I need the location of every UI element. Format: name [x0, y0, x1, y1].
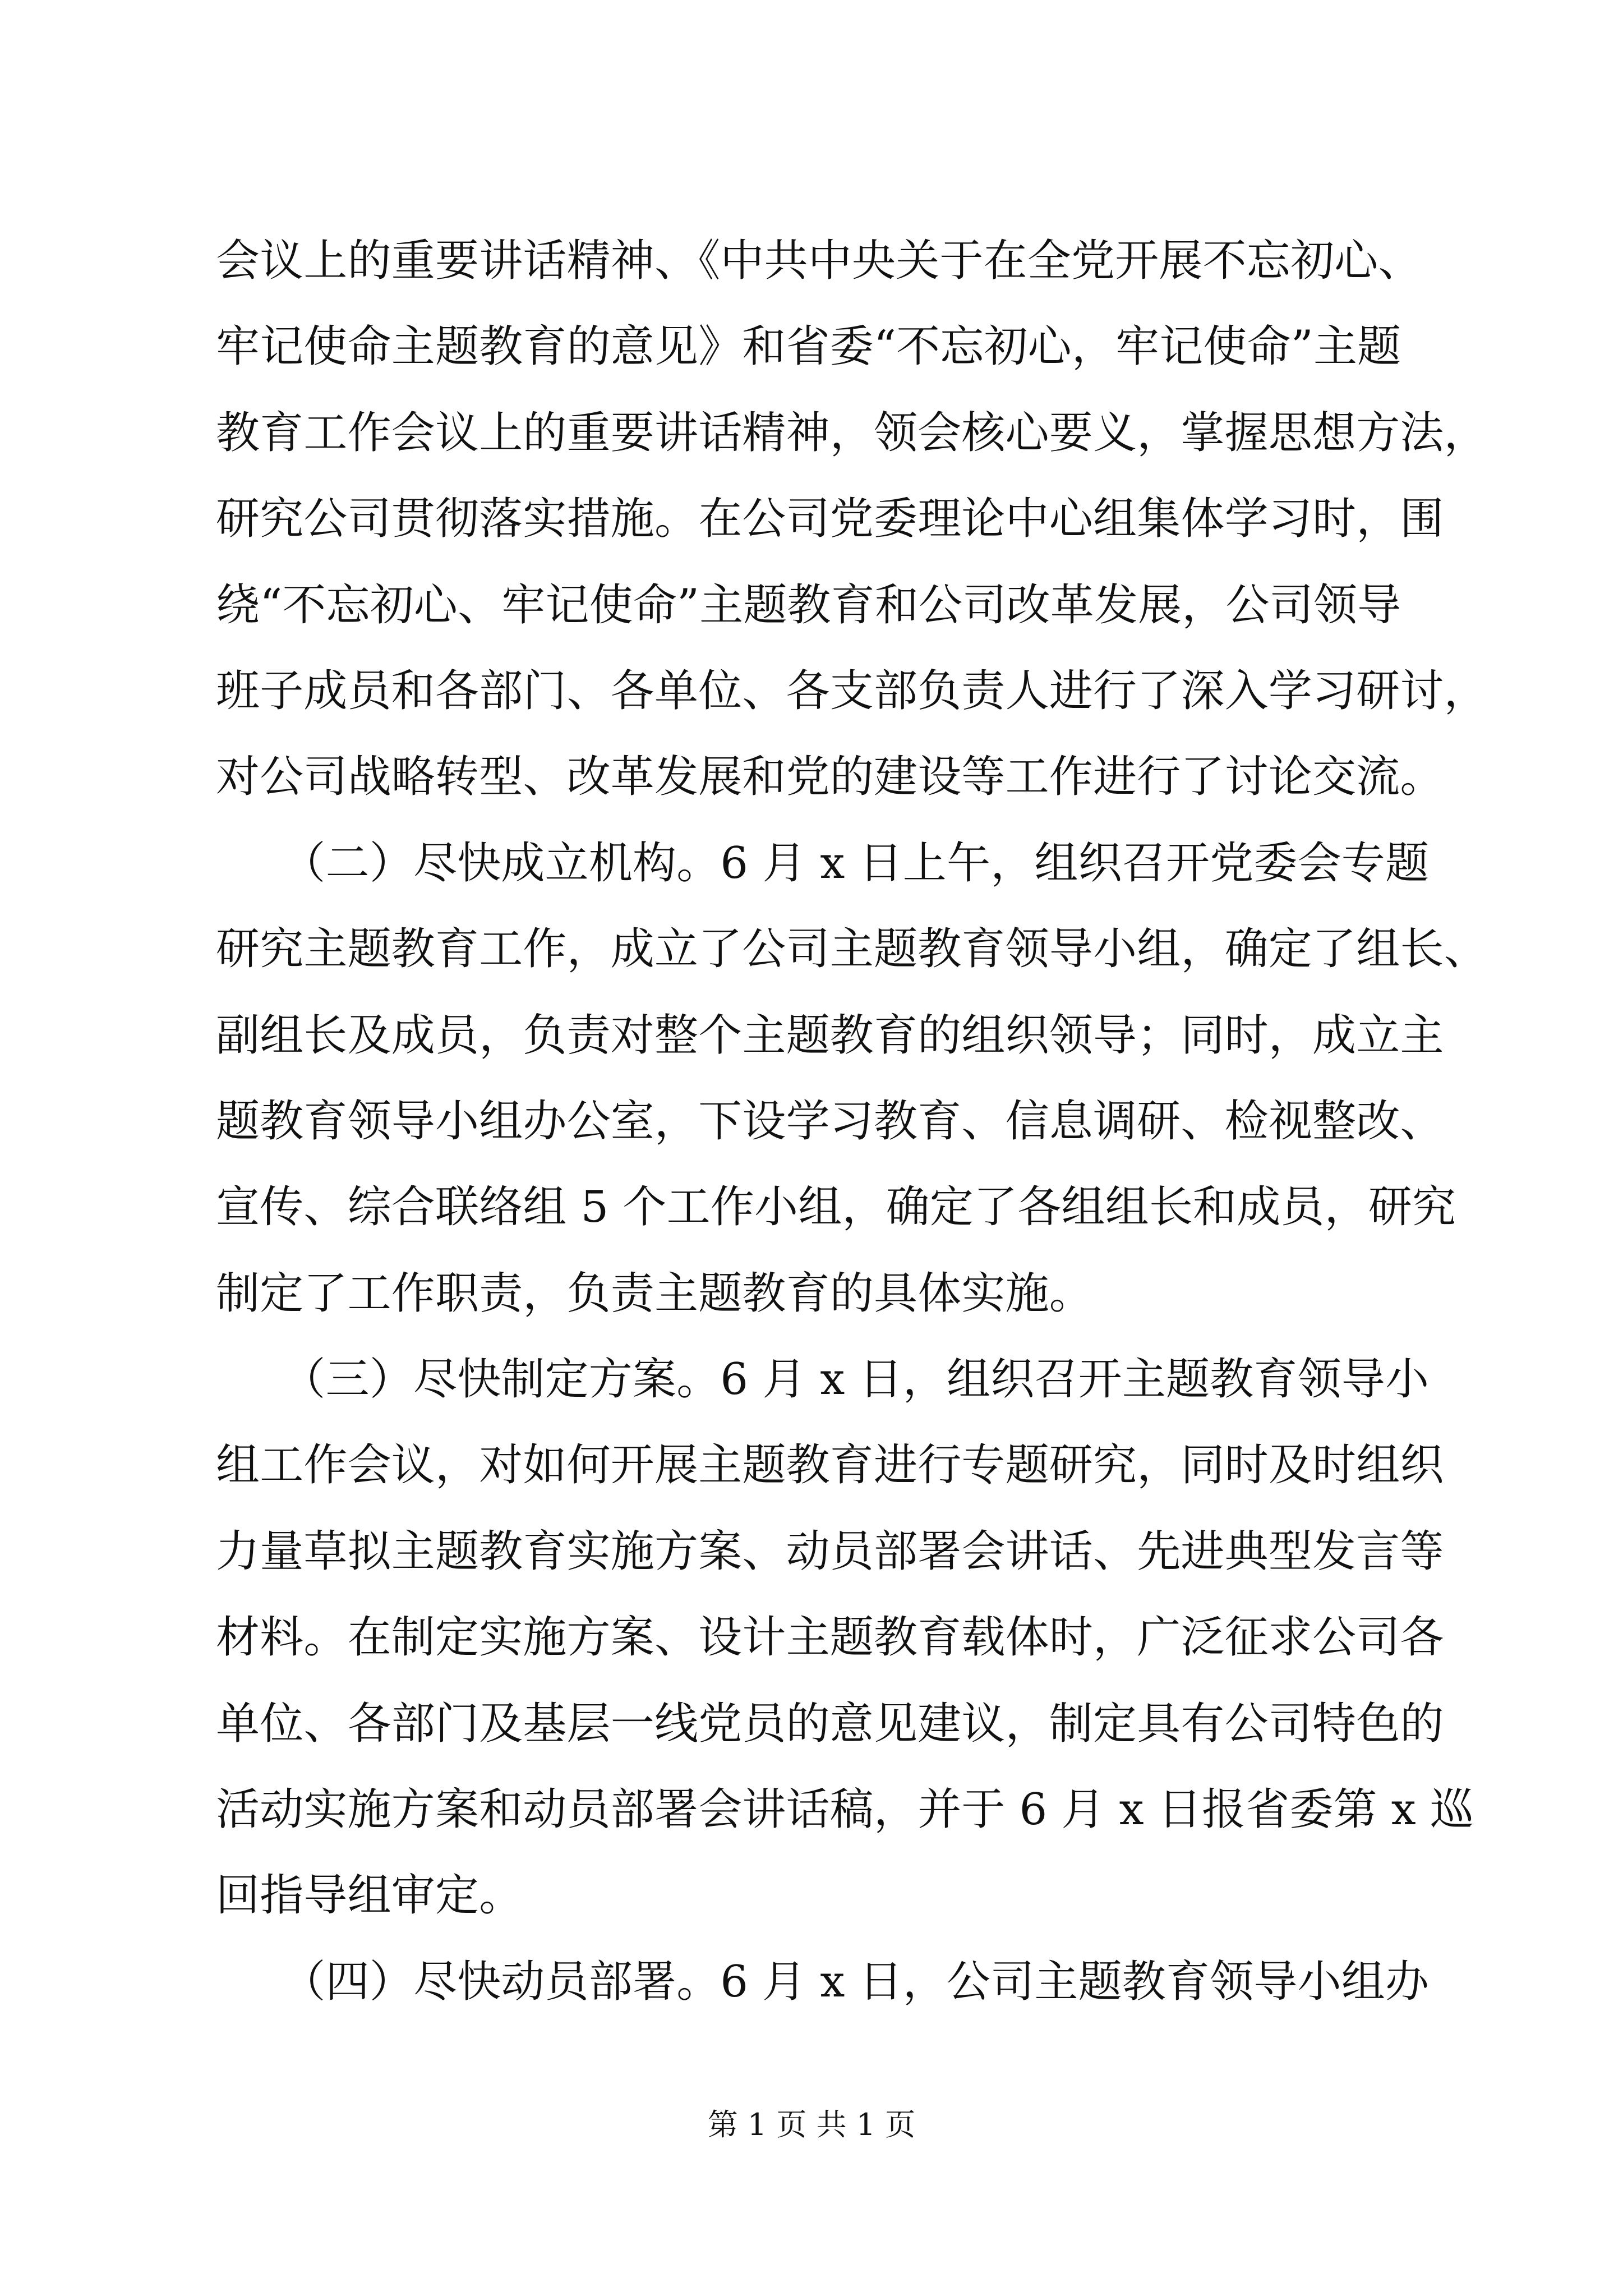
- text-line: 题教育领导小组办公室，下设学习教育、信息调研、检视整改、: [216, 1096, 1444, 1147]
- text-line: 会议上的重要讲话精神、《中共中央关于在全党开展不忘初心、: [216, 236, 1422, 286]
- text-line: （三）尽快制定方案。6 月 x 日，组织召开主题教育领导小: [216, 1354, 1430, 1405]
- text-line: 单位、各部门及基层一线党员的意见建议，制定具有公司特色的: [216, 1698, 1444, 1749]
- text-line: 研究主题教育工作，成立了公司主题教育领导小组，确定了组长、: [216, 924, 1488, 975]
- text-line: 对公司战略转型、改革发展和党的建设等工作进行了讨论交流。: [216, 752, 1444, 803]
- text-line: 教育工作会议上的重要讲话精神，领会核心要义，掌握思想方法，: [216, 407, 1488, 458]
- text-line: 材料。在制定实施方案、设计主题教育载体时，广泛征求公司各: [216, 1612, 1444, 1663]
- text-line: 研究公司贯彻落实措施。在公司党委理论中心组集体学习时，围: [216, 494, 1444, 545]
- text-line: 组工作会议，对如何开展主题教育进行专题研究，同时及时组织: [216, 1440, 1444, 1491]
- text-line: 回指导组审定。: [216, 1870, 523, 1921]
- text-line: （四）尽快动员部署。6 月 x 日，公司主题教育领导小组办: [216, 1956, 1430, 2007]
- text-line: 绕“不忘初心、牢记使命”主题教育和公司改革发展，公司领导: [216, 579, 1401, 631]
- text-line: 班子成员和各部门、各单位、各支部负责人进行了深入学习研讨，: [216, 665, 1488, 716]
- text-line: 力量草拟主题教育实施方案、动员部署会讲话、先进典型发言等: [216, 1526, 1444, 1577]
- text-line: 宣传、综合联络组 5 个工作小组，确定了各组组长和成员，研究: [216, 1182, 1456, 1233]
- page-footer: 第 1 页 共 1 页: [707, 2107, 916, 2142]
- text-line: 副组长及成员，负责对整个主题教育的组织领导；同时，成立主: [216, 1010, 1444, 1061]
- text-line: 制定了工作职责，负责主题教育的具体实施。: [216, 1268, 1094, 1319]
- document-body: [216, 218, 1488, 2025]
- text-line: 活动实施方案和动员部署会讲话稿，并于 6 月 x 日报省委第 x 巡: [216, 1784, 1474, 1835]
- text-line: （二）尽快成立机构。6 月 x 日上午，组织召开党委会专题: [216, 838, 1430, 889]
- text-line: 牢记使命主题教育的意见》和省委“不忘初心，牢记使命”主题: [216, 321, 1401, 372]
